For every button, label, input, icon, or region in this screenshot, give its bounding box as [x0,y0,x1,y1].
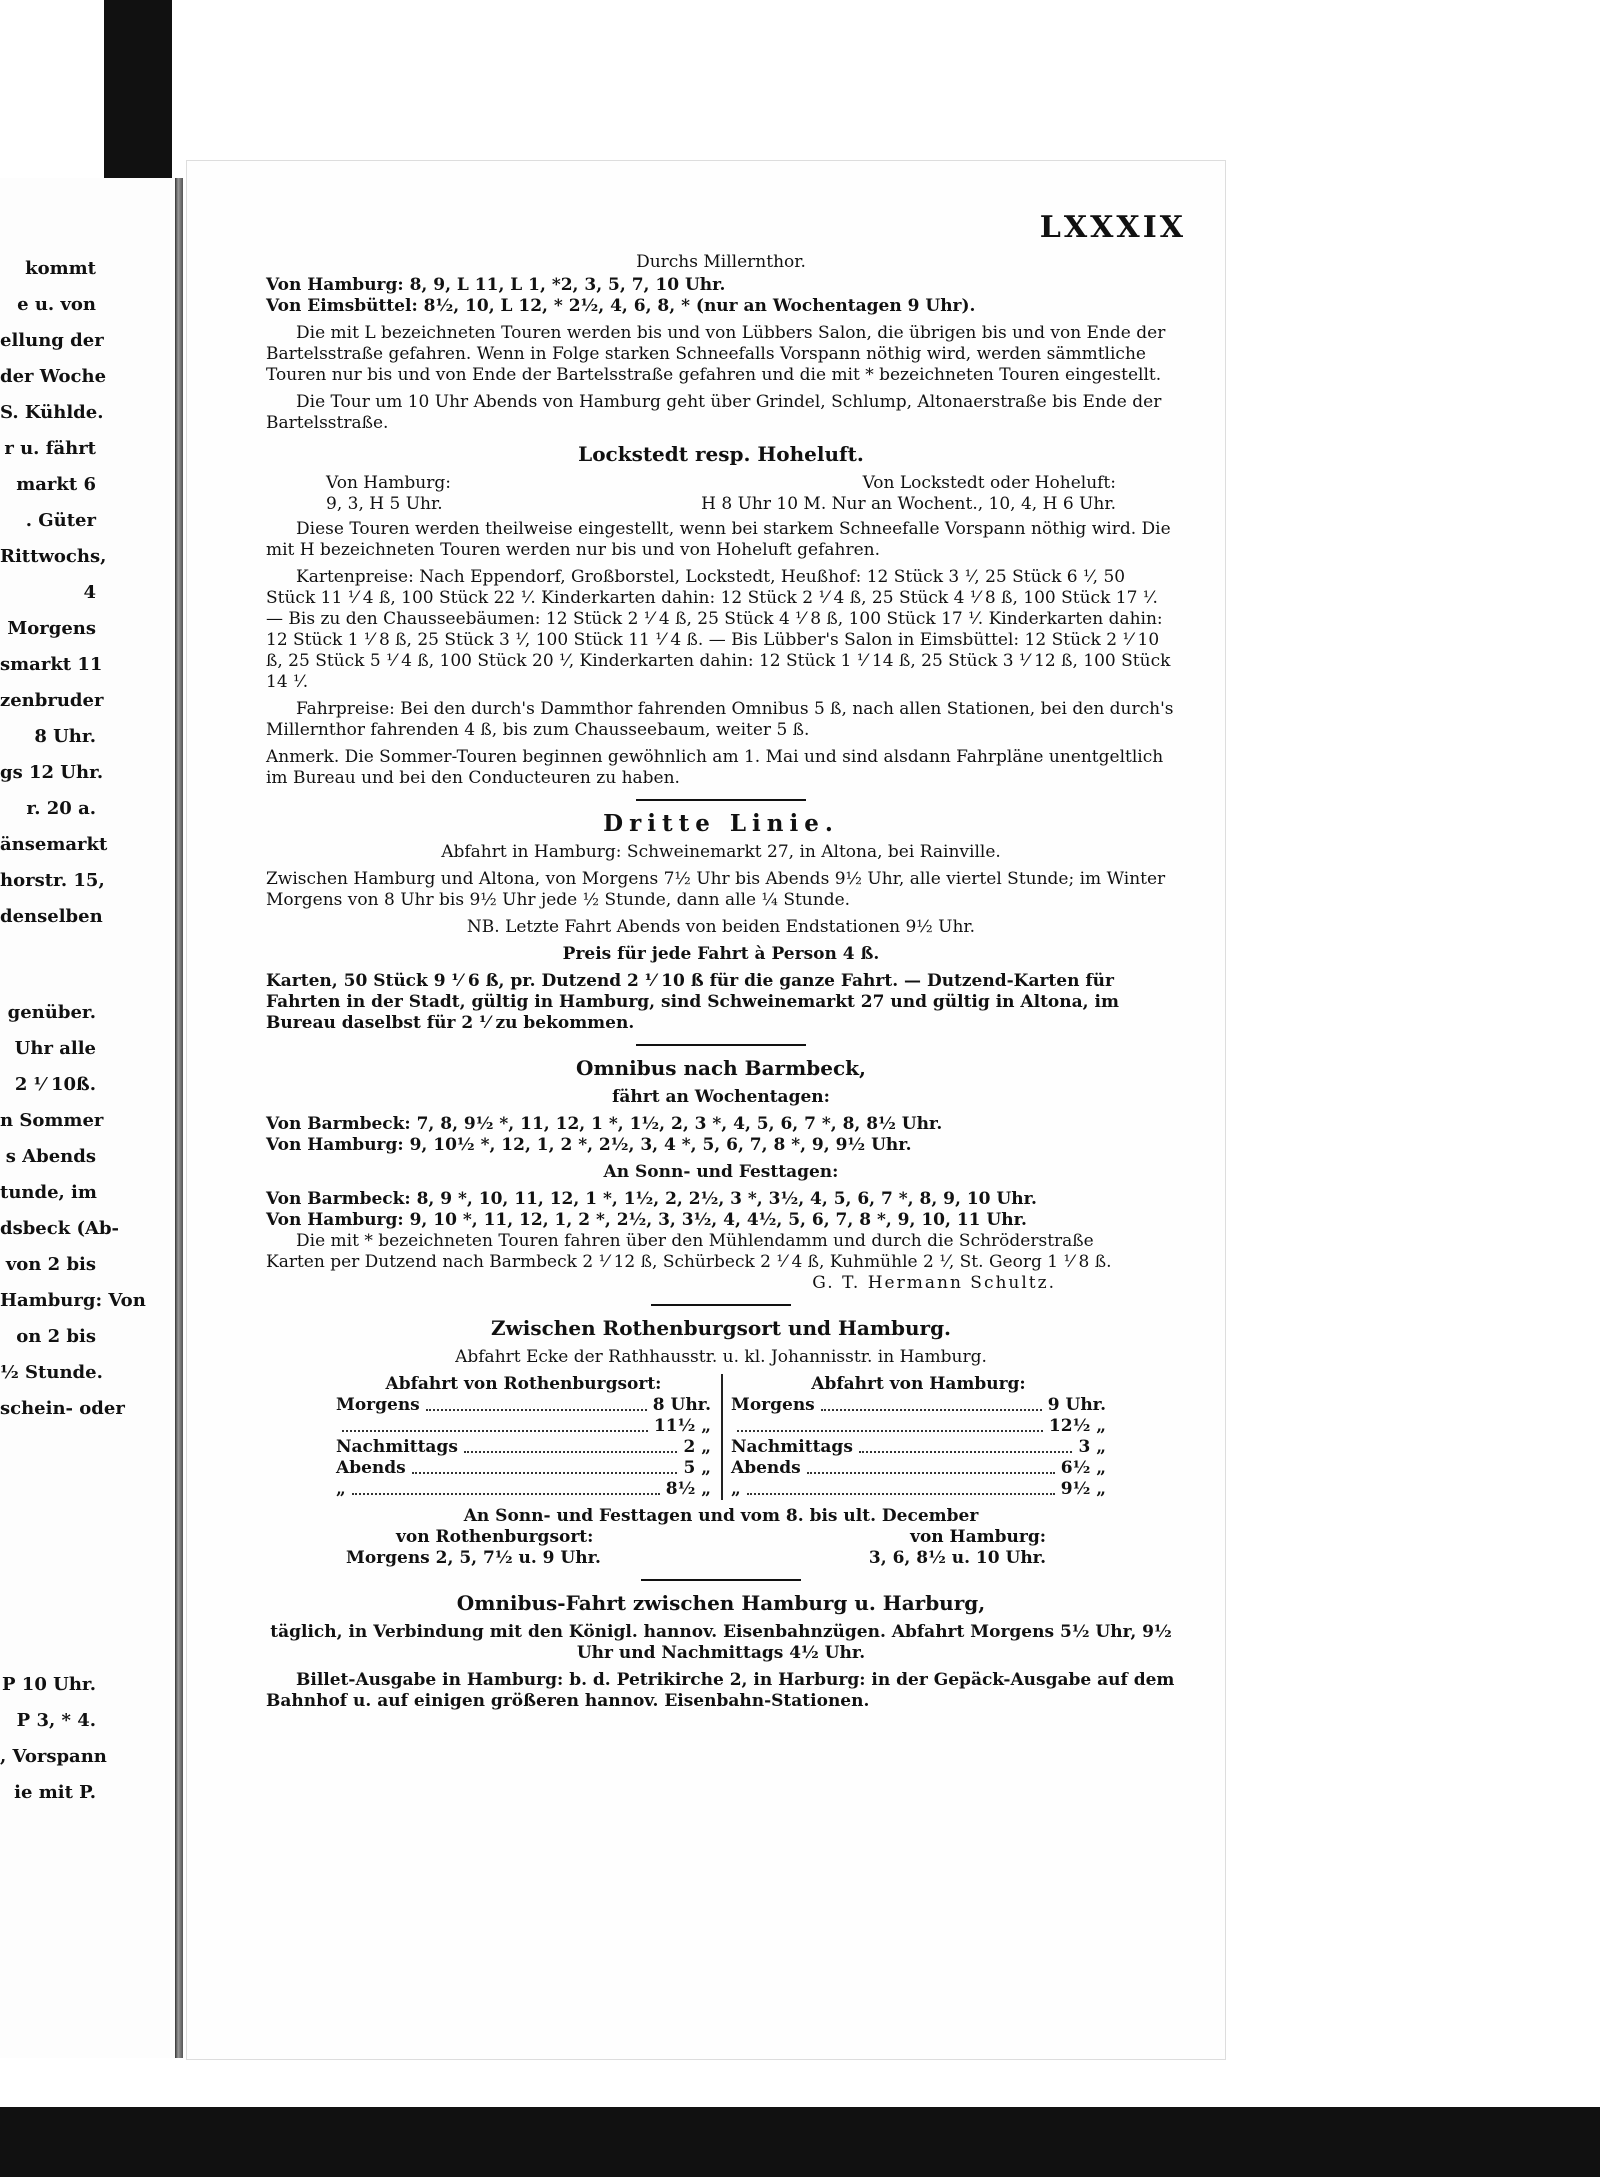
timetable-row [731,1416,1106,1437]
leader-dots [807,1458,1055,1474]
section-heading: Durchs Millernthor. [636,252,806,272]
paragraph: Die mit L bezeichneten Touren werden bis und von Lübbers Salon, die übrigen bis und von Ende der Bartelsstraße gefahren. Wenn in Folge starken Schneefalls Vorspann nöthig wird, werden sämmtliche Touren nur bis und von Ende der Bartelsstraße gefahren und die mit * bezeichneten Touren eingestellt. [266,323,1166,385]
left-page-text-fragment: r. 20 a. [26,798,96,819]
page-content [266,252,1176,1718]
subheading: fährt an Wochentagen: [612,1087,830,1107]
timetable-row [731,1395,1106,1416]
left-page-text-fragment: ie mit P. [14,1782,96,1803]
divider [651,1304,791,1306]
paragraph: Die mit * bezeichneten Touren fahren über den Mühlendamm und durch die Schröderstraße [296,1231,1094,1251]
left-page-text-fragment: 2 ⅟ 10ß. [14,1074,96,1095]
left-page-text-fragment: ½ Stunde. [0,1362,103,1383]
leader-dots [412,1458,678,1474]
paragraph: Fahrpreise: Bei den durch's Dammthor fahrenden Omnibus 5 ß, nach allen Stationen, bei den durch's Millernthor fahrenden 4 ß, bis zum Chausseebaum, weiter 5 ß. [266,699,1174,740]
paragraph: Kartenpreise: Nach Eppendorf, Großborstel, Lockstedt, Heußhof: 12 Stück 3 ⅟, 25 Stück 6 ⅟, 50 Stück 11 ⅟ 4 ß, 100 Stück 22 ⅟. Kinderkarten dahin: 12 Stück 2 ⅟ 4 ß, 25 Stück 4 ⅟ 8 ß, 100 Stück 17 ⅟. — Bis zu den Chausseebäumen: 12 Stück 2 ⅟ 4 ß, 25 Stück 4 ⅟ 8 ß, 100 Stück 17 ⅟. Kinderkarten dahin: 12 Stück 1 ⅟ 8 ß, 25 Stück 3 ⅟, 100 Stück 11 ⅟ 4 ß. — Bis Lübber's Salon in Eimsbüttel: 12 Stück 2 ⅟ 10 ß, 25 Stück 5 ⅟ 4 ß, 100 Stück 20 ⅟, Kinderkarten dahin: 12 Stück 1 ⅟ 14 ß, 25 Stück 3 ⅟ 12 ß, 100 Stück 14 ⅟. [266,567,1171,692]
left-page-text-fragment: dsbeck (Ab- [0,1218,119,1239]
left-page-text-fragment: horstr. 15, [0,870,105,891]
left-page-text-fragment: 8 Uhr. [34,726,96,747]
timetable-line: Von Hamburg: 8, 9, L 11, L 1, *2, 3, 5, 7, 10 Uhr. [266,275,726,295]
row-time: 2 „ [683,1437,711,1457]
left-page-text-fragment: on 2 bis [16,1326,96,1347]
divider [641,1579,801,1581]
price: Preis für jede Fahrt à Person 4 ß. [562,944,880,964]
route-times: 9, 3, H 5 Uhr. [326,494,443,514]
left-page-text-fragment: genüber. [7,1002,96,1023]
timetable-row [336,1437,711,1458]
note: NB. Letzte Fahrt Abends von beiden Endstationen 9½ Uhr. [466,917,976,937]
row-label: Nachmittags [731,1437,853,1457]
row-time: 5 „ [683,1458,711,1478]
timetable-line: Von Barmbeck: 8, 9 *, 10, 11, 12, 1 *, 1½, 2, 2½, 3 *, 3½, 4, 5, 6, 7 *, 8, 9, 10 Uhr. [266,1189,1037,1209]
subheading: An Sonn- und Festtagen: [603,1162,839,1182]
row-time: 3 „ [1078,1437,1106,1457]
row-label: „ [336,1479,346,1499]
section-heading: Zwischen Rothenburgsort und Hamburg. [490,1316,952,1340]
subheading: An Sonn- und Festtagen und vom 8. bis ult. December [463,1506,979,1526]
left-page-text-fragment: P 3, * 4. [16,1710,96,1731]
paragraph: täglich, in Verbindung mit den Königl. hannov. Eisenbahnzügen. Abfahrt Morgens 5½ Uhr, 9½ Uhr und Nachmittags 4½ Uhr. [270,1622,1172,1663]
times: Morgens 2, 5, 7½ u. 9 Uhr. [346,1548,601,1568]
column-head: Abfahrt von Rothenburgsort: [385,1374,662,1394]
paragraph: Karten, 50 Stück 9 ⅟ 6 ß, pr. Dutzend 2 ⅟ 10 ß für die ganze Fahrt. — Dutzend-Karten für Fahrten in der Stadt, gültig in Hamburg, sind Schweinemarkt 27 und gültig in Altona, im Bureau daselbst für 2 ⅟ zu bekommen. [266,971,1119,1033]
route-times-row [266,494,1176,515]
row-time: 11½ „ [653,1416,711,1436]
times: 3, 6, 8½ u. 10 Uhr. [868,1548,1046,1568]
sunday-times-row [266,1548,1176,1569]
timetable-line: Von Hamburg: 9, 10 *, 11, 12, 1, 2 *, 2½, 3, 3½, 4, 4½, 5, 6, 7, 8 *, 9, 10, 11 Uhr. [266,1210,1027,1230]
row-time: 8 Uhr. [652,1395,711,1415]
paragraph: Diese Touren werden theilweise eingestellt, wenn bei starkem Schneefalle Vorspann nöthig wird. Die mit H bezeichneten Touren werden nur bis und von Hoheluft gefahren. [266,519,1171,560]
left-page-text-fragment: s Abends [5,1146,96,1167]
row-label: Morgens [731,1395,815,1415]
left-page-text-fragment: e u. von [17,294,96,315]
left-page-text-fragment: schein- oder [0,1398,125,1419]
left-page-text-fragment: markt 6 [16,474,96,495]
paragraph: Die Tour um 10 Uhr Abends von Hamburg geht über Grindel, Schlump, Altonaerstraße bis Ende der Bartelsstraße. [266,392,1162,433]
left-page-text-fragment: smarkt 11 [0,654,103,675]
left-page-text-fragment: Hamburg: Von [0,1290,146,1311]
left-page-text-fragment: S. Kühlde. [0,402,104,423]
signature: G. T. Hermann Schultz. [812,1273,1056,1293]
left-page-text-fragment: Morgens [7,618,96,639]
row-label: Nachmittags [336,1437,458,1457]
scan-border [104,0,172,180]
paragraph: Billet-Ausgabe in Hamburg: b. d. Petrikirche 2, in Harburg: in der Gepäck-Ausgabe auf dem Bahnhof u. auf einigen größeren hannov. Eisenbahn-Stationen. [266,1670,1175,1711]
row-label: „ [731,1479,741,1499]
left-page-text-fragment: gs 12 Uhr. [0,762,104,783]
left-page-text-fragment: 4 [83,582,96,603]
leader-dots [352,1479,660,1495]
row-time: 8½ „ [665,1479,711,1499]
row-label: Abends [336,1458,406,1478]
leader-dots [464,1437,678,1453]
timetable-row [731,1437,1106,1458]
left-page-text-fragment: Rittwochs, [0,546,107,567]
timetable-row [336,1458,711,1479]
leader-dots [859,1437,1073,1453]
row-time: 9½ „ [1060,1479,1106,1499]
page-edge [0,0,104,180]
left-page-text-fragment: denselben [0,906,103,927]
sunday-head-row [266,1527,1176,1548]
section-heading: Lockstedt resp. Hoheluft. [578,442,864,466]
route-times: H 8 Uhr 10 M. Nur an Wochent., 10, 4, H 6 Uhr. [701,494,1116,514]
column-head: von Hamburg: [910,1527,1046,1547]
left-page-text-fragment: änsemarkt [0,834,108,855]
column-head: von Rothenburgsort: [396,1527,594,1547]
leader-dots [821,1395,1042,1411]
leader-dots [737,1416,1043,1432]
divider [636,1044,806,1046]
leader-dots [342,1416,648,1432]
left-page-text-fragment: . Güter [25,510,96,531]
timetable-line: Von Eimsbüttel: 8½, 10, L 12, * 2½, 4, 6, 8, * (nur an Wochentagen 9 Uhr). [266,296,976,316]
leader-dots [747,1479,1055,1495]
section-heading: Dritte Linie. [603,810,839,837]
paragraph: Karten per Dutzend nach Barmbeck 2 ⅟ 12 ß, Schürbeck 2 ⅟ 4 ß, Kuhmühle 2 ⅟, St. Georg 1 ⅟ 8 ß. [266,1252,1112,1272]
route-label: Von Lockstedt oder Hoheluft: [862,473,1116,493]
column-divider [721,1374,723,1500]
left-page-text-fragment: r u. fährt [4,438,96,459]
timetable-line: Von Hamburg: 9, 10½ *, 12, 1, 2 *, 2½, 3, 4 *, 5, 6, 7, 8 *, 9, 9½ Uhr. [266,1135,912,1155]
timetable-row [336,1395,711,1416]
timetable-row [336,1479,711,1500]
row-time: 12½ „ [1048,1416,1106,1436]
main-page [186,160,1226,2060]
timetable-row [731,1479,1106,1500]
timetable-line: Von Barmbeck: 7, 8, 9½ *, 11, 12, 1 *, 1½, 2, 3 *, 4, 5, 6, 7 *, 8, 8½ Uhr. [266,1114,943,1134]
row-time: 6½ „ [1060,1458,1106,1478]
timetable-row [336,1416,711,1437]
book-gutter [175,178,183,2058]
left-page-text-fragment: von 2 bis [5,1254,96,1275]
left-page-text-fragment: ellung der [0,330,104,351]
divider [636,799,806,801]
note: Anmerk. Die Sommer-Touren beginnen gewöhnlich am 1. Mai und sind alsdann Fahrpläne unentgeltlich im Bureau und bei den Conducteuren zu haben. [266,747,1164,788]
row-label: Abends [731,1458,801,1478]
timetable-row [731,1458,1106,1479]
left-page-text-fragment: der Woche [0,366,107,387]
subheading: Abfahrt Ecke der Rathhausstr. u. kl. Johannisstr. in Hamburg. [455,1347,987,1367]
row-time: 9 Uhr. [1047,1395,1106,1415]
row-label: Morgens [336,1395,420,1415]
route-header-row [266,473,1176,494]
scan-bottom-band [0,2107,1600,2177]
left-page-text-fragment: P 10 Uhr. [2,1674,96,1695]
left-page-text-fragment: zenbruder [0,690,104,711]
left-page-text-fragment: tunde, im [0,1182,97,1203]
left-page-text-fragment: kommt [25,258,96,279]
left-page-text-fragment: Uhr alle [14,1038,96,1059]
rothenburgsort-timetable [266,1374,1176,1500]
page-number: LXXXIX [1039,210,1186,245]
timetable-column-left [326,1374,721,1500]
section-heading: Omnibus-Fahrt zwischen Hamburg u. Harburg, [456,1591,986,1615]
column-head: Abfahrt von Hamburg: [811,1374,1026,1394]
paragraph: Abfahrt in Hamburg: Schweinemarkt 27, in Altona, bei Rainville. [441,842,1001,862]
section-heading: Omnibus nach Barmbeck, [576,1056,866,1080]
paragraph: Zwischen Hamburg und Altona, von Morgens 7½ Uhr bis Abends 9½ Uhr, alle viertel Stunde; im Winter Morgens von 8 Uhr bis 9½ Uhr jede ½ Stunde, dann alle ¼ Stunde. [266,869,1166,910]
left-page-text-fragment: , Vorspann [0,1746,107,1767]
left-page-fragment [0,178,175,2058]
route-label: Von Hamburg: [326,473,451,493]
timetable-column-right [721,1374,1116,1500]
leader-dots [426,1395,647,1411]
left-page-text-fragment: n Sommer [0,1110,104,1131]
